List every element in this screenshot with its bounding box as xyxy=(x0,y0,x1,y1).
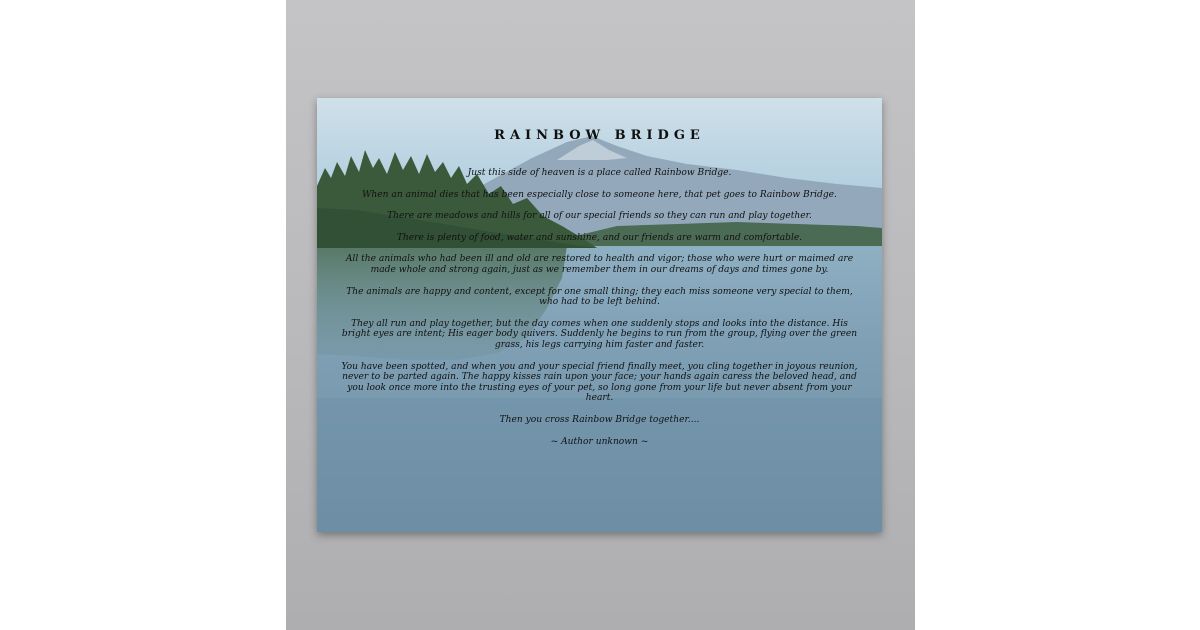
poem-paragraph: There is plenty of food, water and sunshine, and our friends are warm and comfortable. xyxy=(396,232,803,243)
poem-paragraph: All the animals who had been ill and old are restored to health and vigor; those who were hurt or maimed are made whole and strong again, just as we remember them in our dreams of days and times gone by. xyxy=(345,254,854,275)
poem-paragraph: When an animal dies that has been especially close to someone here, that pet goes to Rainbow Bridge. xyxy=(362,189,837,200)
poster-title: RAINBOW BRIDGE xyxy=(494,128,705,143)
poem-text xyxy=(339,168,860,447)
poem-paragraph: Just this side of heaven is a place called Rainbow Bridge. xyxy=(467,168,732,178)
rainbow-bridge-poster xyxy=(317,98,882,532)
poem-paragraph: There are meadows and hills for all of our special friends so they can run and play together. xyxy=(387,211,812,222)
poem-paragraph: You have been spotted, and when you and your special friend finally meet, you cling together in joyous reunion, never to be parted again. The happy kisses rain upon your face; your hands again caress the beloved head, and you look once more into the trusting eyes of your pet, so long gone from your life but never absent from your heart. xyxy=(341,361,858,404)
poem-paragraph: They all run and play together, but the day comes when one suddenly stops and looks into the distance. His bright eyes are intent; His eager body quivers. Suddenly he begins to run from the group, flying over the green grass, his legs carrying him faster and faster. xyxy=(341,318,858,350)
poem-paragraph: The animals are happy and content, except for one small thing; they each miss someone very special to them, who had to be left behind. xyxy=(346,286,853,308)
poem-attribution: ~ Author unknown ~ xyxy=(550,436,649,447)
poem-paragraph: Then you cross Rainbow Bridge together.... xyxy=(499,414,700,425)
